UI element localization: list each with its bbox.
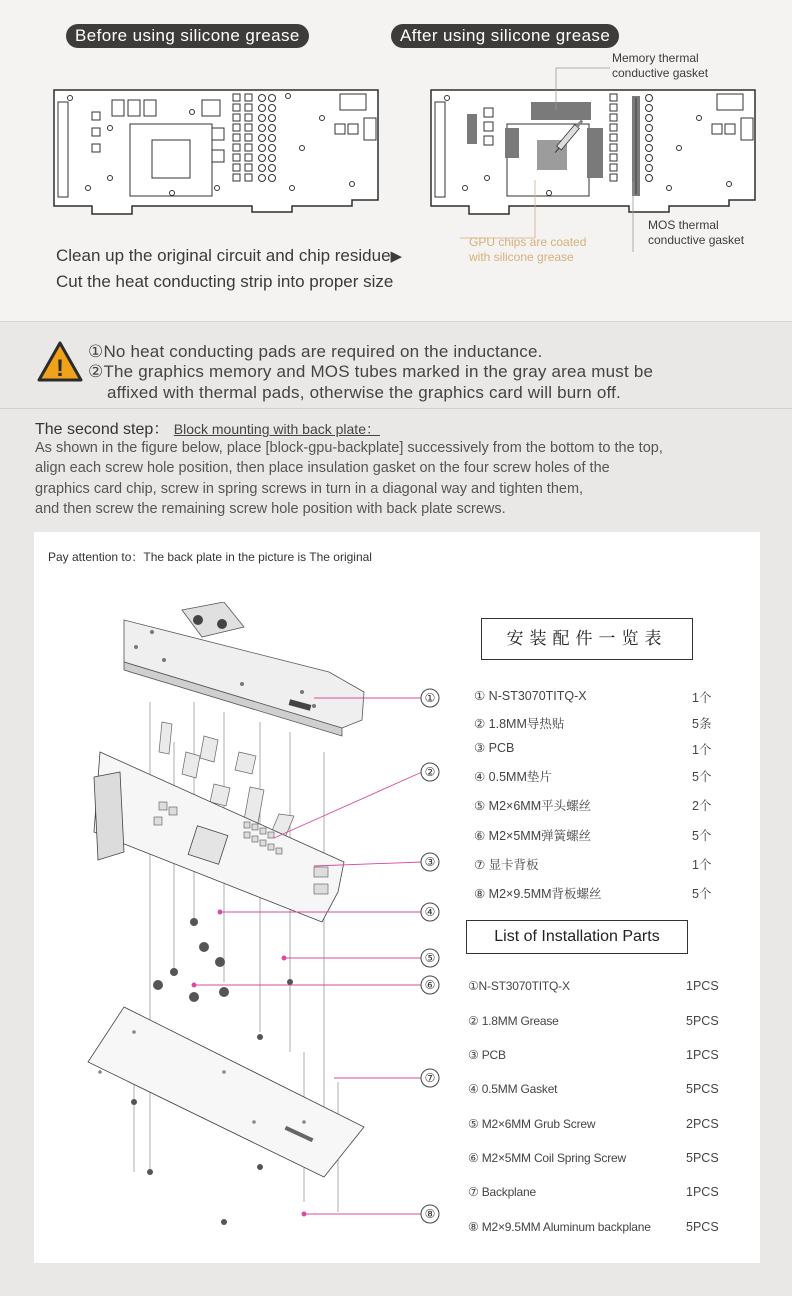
attention-note: Pay attention to：The back plate in the picture is The original [48,550,372,564]
warning-icon [36,340,84,384]
callout-1: ① [424,691,436,705]
exploded-diagram [74,602,444,1242]
arrow-right-icon: ▶ [390,248,403,265]
part-cn-qty: 5个 [692,829,712,843]
part-en-name: ② 1.8MM Grease [468,1014,559,1028]
part-en-name: ④ 0.5MM Gasket [468,1082,558,1096]
instruction-line: and then screw the remaining screw hole position with back plate screws. [35,501,506,517]
part-en-name: ①N-ST3070TITQ-X [468,979,570,993]
mos-callout: MOS thermal conductive gasket [648,218,745,247]
callout-4: ④ [424,905,436,919]
divider [0,408,792,409]
part-en-name: ③ PCB [468,1048,506,1062]
before-after-panel [0,0,792,322]
after-label: After using silicone grease [391,24,619,48]
part-cn-qty: 2个 [692,799,712,813]
part-en-qty: 5PCS [686,1082,719,1096]
installation-panel [34,532,760,1263]
part-en-name: ⑥ M2×5MM Coil Spring Screw [468,1151,626,1165]
second-step-subtitle: Block mounting with back plate： [173,421,380,437]
callout-8: ⑧ [424,1207,436,1221]
part-en-qty: 5PCS [686,1014,719,1028]
gpu-callout: GPU chips are coated with silicone grease [469,235,587,264]
part-en-qty: 1PCS [686,1185,719,1199]
callout-7: ⑦ [424,1071,436,1085]
callout-5: ⑤ [424,951,436,965]
warning-line-3: affixed with thermal pads, otherwise the graphics card will burn off. [107,383,621,402]
part-cn-qty: 1个 [692,691,712,705]
part-cn-qty: 1个 [692,743,712,757]
callout-3: ③ [424,855,436,869]
part-cn-qty: 5个 [692,887,712,901]
part-cn-name: ⑥ M2×5MM弹簧螺丝 [474,829,592,843]
part-en-qty: 5PCS [686,1151,719,1165]
part-cn-qty: 1个 [692,858,712,872]
instruction-line: As shown in the figure below, place [block-gpu-backplate] successively from the bottom to the top, [35,440,663,456]
part-en-name: ⑤ M2×6MM Grub Screw [468,1117,596,1131]
part-cn-qty: 5个 [692,770,712,784]
part-cn-name: ③ PCB [474,741,515,755]
callout-2: ② [424,765,436,779]
warning-glyph: ! [56,355,64,382]
callout-6: ⑥ [424,978,436,992]
part-en-qty: 5PCS [686,1220,719,1234]
second-step-title: The second step： [35,421,170,438]
instruction-line: graphics card chip, screw in spring screws in turn in a diagonal way and tighten them, [35,481,584,497]
part-en-qty: 2PCS [686,1117,719,1131]
parts-en-title: List of Installation Parts [466,920,688,954]
part-en-name: ⑦ Backplane [468,1185,536,1199]
parts-cn-title: 安装配件一览表 [481,618,693,660]
part-en-name: ⑧ M2×9.5MM Aluminum backplane [468,1220,651,1234]
warning-line-1: ①No heat conducting pads are required on the inductance. [88,342,543,361]
part-cn-name: ⑧ M2×9.5MM背板螺丝 [474,887,602,901]
part-cn-name: ④ 0.5MM垫片 [474,770,552,784]
card-before-drawing [52,88,382,218]
part-cn-name: ① N-ST3070TITQ-X [474,689,587,703]
second-step-heading [35,416,380,439]
memory-callout: Memory thermal conductive gasket [612,51,709,80]
step-clean: Clean up the original circuit and chip residue▶ [56,246,403,265]
part-cn-qty: 5条 [692,717,712,731]
instruction-line: align each screw hole position, then place insulation gasket on the four screw holes of the [35,460,610,476]
before-label: Before using silicone grease [66,24,309,48]
part-cn-name: ② 1.8MM导热贴 [474,717,565,731]
part-en-qty: 1PCS [686,979,719,993]
part-cn-name: ⑤ M2×6MM平头螺丝 [474,799,592,813]
part-cn-name: ⑦ 显卡背板 [474,858,539,872]
part-en-qty: 1PCS [686,1048,719,1062]
warning-line-2: ②The graphics memory and MOS tubes marked in the gray area must be [88,362,654,381]
step-cut: Cut the heat conducting strip into proper size [56,272,394,291]
